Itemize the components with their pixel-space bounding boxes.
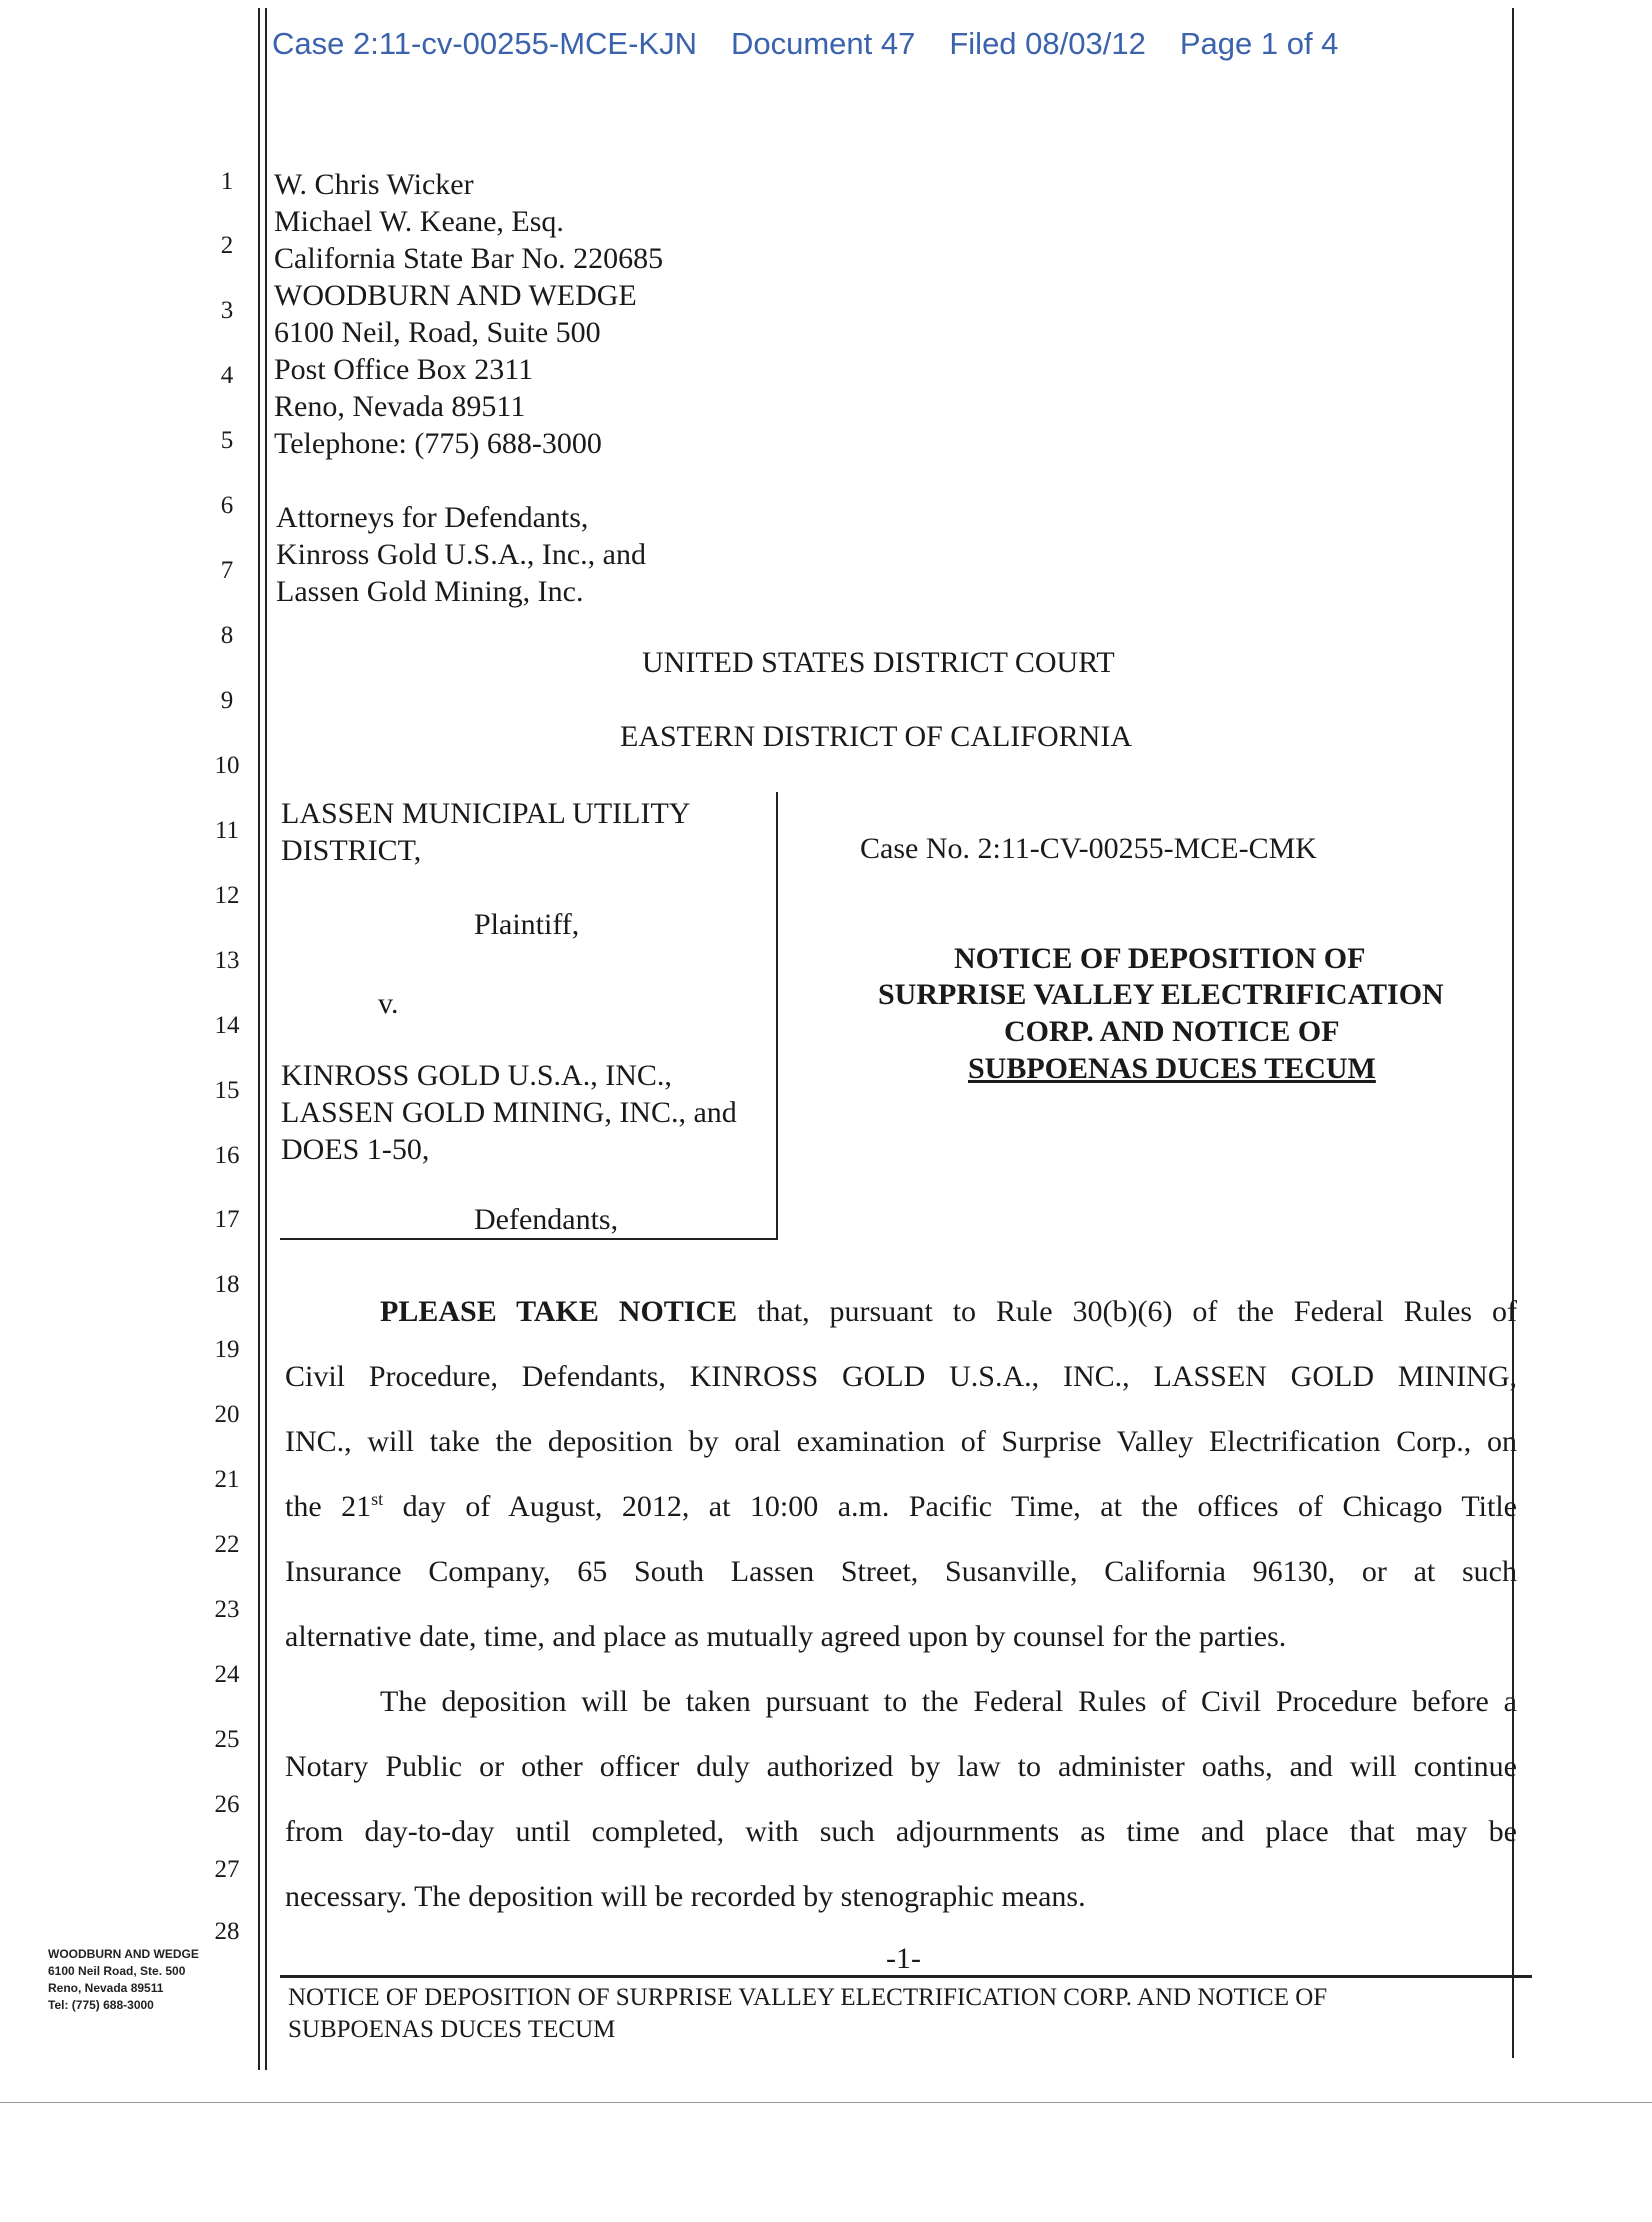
attorneys-for-line: Kinross Gold U.S.A., Inc., and: [276, 538, 646, 571]
stamp-page: Page 1 of 4: [1179, 26, 1339, 61]
attorney-line: Reno, Nevada 89511: [274, 390, 526, 423]
ordinal-suffix: st: [371, 1489, 384, 1509]
line-number: 26: [214, 1791, 240, 1818]
body-line: [285, 1490, 1517, 1524]
line-number: 21: [214, 1466, 240, 1493]
stamp-document: Document 47: [730, 26, 916, 61]
line-number: 6: [220, 492, 234, 519]
body-line-text: day of August, 2012, at 10:00 a.m. Pacific Time, at the offices of Chicago Title: [383, 1490, 1517, 1523]
line-number: 1: [220, 168, 234, 195]
line-number: 3: [220, 297, 234, 324]
defendant-role: Defendants,: [474, 1203, 619, 1236]
case-number: Case No. 2:11-CV-00255-MCE-CMK: [860, 832, 1317, 865]
ecf-header-stamp: [272, 26, 1372, 62]
caption-box-bottom: [280, 1238, 778, 1240]
body-line: [380, 1295, 1517, 1329]
body-line-text: the 21: [285, 1490, 372, 1523]
attorney-line: Telephone: (775) 688-3000: [274, 427, 602, 460]
attorney-line: Michael W. Keane, Esq.: [274, 205, 564, 238]
page-number: -1-: [886, 1942, 921, 1975]
body-line: from day-to-day until completed, with such adjournments as time and place that may be: [285, 1815, 1517, 1848]
line-number: 4: [220, 362, 234, 389]
left-margin-rule-inner: [265, 8, 267, 2070]
defendant-name: LASSEN GOLD MINING, INC., and: [281, 1096, 737, 1129]
stamp-filed: Filed 08/03/12: [949, 26, 1146, 61]
line-number: 17: [214, 1206, 240, 1233]
footer-firm-line: WOODBURN AND WEDGE: [48, 1947, 199, 1961]
stamp-case: Case 2:11-cv-00255-MCE-KJN: [272, 26, 697, 61]
body-line: Civil Procedure, Defendants, KINROSS GOLD U.S.A., INC., LASSEN GOLD MINING,: [285, 1360, 1517, 1393]
body-line: The deposition will be taken pursuant to the Federal Rules of Civil Procedure before a: [380, 1685, 1517, 1718]
defendant-name: KINROSS GOLD U.S.A., INC.,: [281, 1059, 672, 1092]
body-line: alternative date, time, and place as mutually agreed upon by counsel for the parties.: [285, 1620, 1287, 1653]
line-number: 2: [220, 232, 234, 259]
line-number: 18: [214, 1271, 240, 1298]
document-title-line: SUBPOENAS DUCES TECUM: [968, 1052, 1376, 1085]
attorneys-for-line: Lassen Gold Mining, Inc.: [276, 575, 584, 608]
body-line: INC., will take the deposition by oral examination of Surprise Valley Electrification Corp., on: [285, 1425, 1517, 1458]
line-number: 15: [214, 1077, 240, 1104]
line-number: 25: [214, 1726, 240, 1753]
attorney-line: 6100 Neil, Road, Suite 500: [274, 316, 601, 349]
footer-title-line: SUBPOENAS DUCES TECUM: [288, 2016, 616, 2043]
line-number: 28: [214, 1918, 240, 1945]
attorney-line: Post Office Box 2311: [274, 353, 534, 386]
line-number: 24: [214, 1661, 240, 1688]
body-line: necessary. The deposition will be recorded by stenographic means.: [285, 1880, 1086, 1913]
footer-firm-line: Reno, Nevada 89511: [48, 1981, 164, 1995]
body-line-text: that, pursuant to Rule 30(b)(6) of the Federal Rules of: [757, 1295, 1517, 1328]
footer-firm: [48, 1946, 199, 2014]
line-number: 9: [220, 687, 234, 714]
caption-box-divider: [776, 792, 778, 1240]
line-number: 14: [214, 1012, 240, 1039]
line-number: 23: [214, 1596, 240, 1623]
line-number: 7: [220, 557, 234, 584]
scan-edge: [0, 2102, 1652, 2103]
footer-rule: [280, 1975, 1532, 1978]
versus: v.: [378, 987, 399, 1020]
plaintiff-name: LASSEN MUNICIPAL UTILITY: [281, 797, 691, 830]
court-district: EASTERN DISTRICT OF CALIFORNIA: [620, 720, 1132, 753]
line-number: 16: [214, 1142, 240, 1169]
line-number: 20: [214, 1401, 240, 1428]
footer-firm-line: 6100 Neil Road, Ste. 500: [48, 1964, 186, 1978]
line-number: 13: [214, 947, 240, 974]
footer-title-line: NOTICE OF DEPOSITION OF SURPRISE VALLEY ELECTRIFICATION CORP. AND NOTICE OF: [288, 1984, 1328, 2011]
line-number: 12: [214, 882, 240, 909]
line-number: 22: [214, 1531, 240, 1558]
line-number: 27: [214, 1856, 240, 1883]
attorney-line: W. Chris Wicker: [274, 168, 474, 201]
body-line: Notary Public or other officer duly authorized by law to administer oaths, and will continue: [285, 1750, 1517, 1783]
attorney-line: California State Bar No. 220685: [274, 242, 664, 275]
plaintiff-name: DISTRICT,: [281, 834, 422, 867]
attorney-line: WOODBURN AND WEDGE: [274, 279, 637, 312]
court-name: UNITED STATES DISTRICT COURT: [642, 646, 1115, 679]
document-title-line: NOTICE OF DEPOSITION OF: [954, 942, 1366, 975]
please-take-notice: PLEASE TAKE NOTICE: [380, 1295, 738, 1328]
plaintiff-role: Plaintiff,: [474, 908, 580, 941]
left-margin-rule-outer: [258, 8, 260, 2070]
line-number: 19: [214, 1336, 240, 1363]
line-number: 5: [220, 427, 234, 454]
document-title-line: CORP. AND NOTICE OF: [1004, 1015, 1340, 1048]
body-line: Insurance Company, 65 South Lassen Street, Susanville, California 96130, or at such: [285, 1555, 1517, 1588]
line-number: 11: [214, 817, 240, 844]
attorneys-for-line: Attorneys for Defendants,: [276, 501, 589, 534]
document-title-line: SURPRISE VALLEY ELECTRIFICATION: [878, 978, 1444, 1011]
line-number: 8: [220, 622, 234, 649]
line-number: 10: [214, 752, 240, 779]
footer-firm-line: Tel: (775) 688-3000: [48, 1998, 154, 2012]
defendant-name: DOES 1-50,: [281, 1133, 430, 1166]
